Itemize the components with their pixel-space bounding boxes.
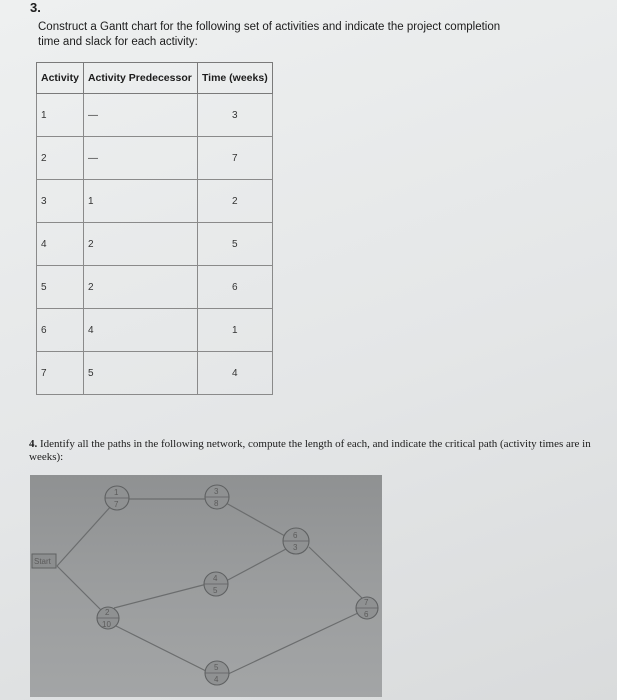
node-2-bottom: 10 <box>102 620 111 629</box>
node-5-top: 5 <box>214 663 219 672</box>
node-1-bottom: 7 <box>114 500 119 509</box>
table-row <box>37 309 273 352</box>
cell-predecessor: 5 <box>83 352 197 395</box>
header-predecessor: Activity Predecessor <box>83 63 197 94</box>
table-row <box>37 137 273 180</box>
edge-3-6 <box>226 503 285 536</box>
cell-activity: 7 <box>37 352 84 395</box>
node-7-top: 7 <box>364 598 369 607</box>
header-time: Time (weeks) <box>197 63 272 94</box>
question-3-number: 3. <box>30 0 41 15</box>
cell-time: 7 <box>197 137 272 180</box>
cell-activity: 4 <box>37 223 84 266</box>
edge-2-5 <box>114 625 206 671</box>
cell-predecessor: 2 <box>83 223 197 266</box>
cell-time: 3 <box>197 94 272 137</box>
cell-predecessor: 1 <box>83 180 197 223</box>
cell-activity: 1 <box>37 94 84 137</box>
edge-start-2 <box>57 566 107 616</box>
cell-predecessor: — <box>83 94 197 137</box>
cell-activity: 5 <box>37 266 84 309</box>
node-3-top: 3 <box>214 487 219 496</box>
cell-time: 2 <box>197 180 272 223</box>
cell-activity: 3 <box>37 180 84 223</box>
cell-activity: 6 <box>37 309 84 352</box>
node-6-bottom: 3 <box>293 543 298 552</box>
edge-6-7 <box>309 547 363 599</box>
edge-5-7 <box>226 613 358 675</box>
node-3-bottom: 8 <box>214 499 219 508</box>
table-row <box>37 266 273 309</box>
question-4-prompt: Identify all the paths in the following network, compute the length of each, and indicate the critical path (activity times are in weeks): <box>29 438 591 463</box>
network-diagram <box>30 475 382 697</box>
node-4-bottom: 5 <box>213 586 218 595</box>
edge-4-6 <box>226 549 286 581</box>
node-5-bottom: 4 <box>214 675 219 684</box>
activity-table <box>36 62 273 395</box>
header-activity: Activity <box>37 63 84 94</box>
cell-activity: 2 <box>37 137 84 180</box>
cell-time: 4 <box>197 352 272 395</box>
edge-start-1 <box>57 505 112 566</box>
table-row <box>37 352 273 395</box>
question-4-prompt-block <box>29 438 595 464</box>
node-1-top: 1 <box>114 488 119 497</box>
cell-time: 5 <box>197 223 272 266</box>
table-header-row <box>37 63 273 94</box>
cell-predecessor: 4 <box>83 309 197 352</box>
network-svg <box>30 475 382 697</box>
node-dividers <box>97 497 378 673</box>
edge-2-4 <box>114 584 207 608</box>
cell-time: 1 <box>197 309 272 352</box>
table-row <box>37 180 273 223</box>
question-3-prompt: Construct a Gantt chart for the following set of activities and indicate the project completion time and slack for each activity: <box>38 21 501 48</box>
node-4-top: 4 <box>213 574 218 583</box>
node-6-top: 6 <box>293 531 298 540</box>
node-2-top: 2 <box>105 608 110 617</box>
table-row <box>37 94 273 137</box>
network-nodes <box>97 485 378 685</box>
question-4-number: 4. <box>29 438 38 450</box>
start-label: Start <box>34 557 51 566</box>
node-7-bottom: 6 <box>364 610 369 619</box>
table-row <box>37 223 273 266</box>
cell-time: 6 <box>197 266 272 309</box>
cell-predecessor: — <box>83 137 197 180</box>
cell-predecessor: 2 <box>83 266 197 309</box>
